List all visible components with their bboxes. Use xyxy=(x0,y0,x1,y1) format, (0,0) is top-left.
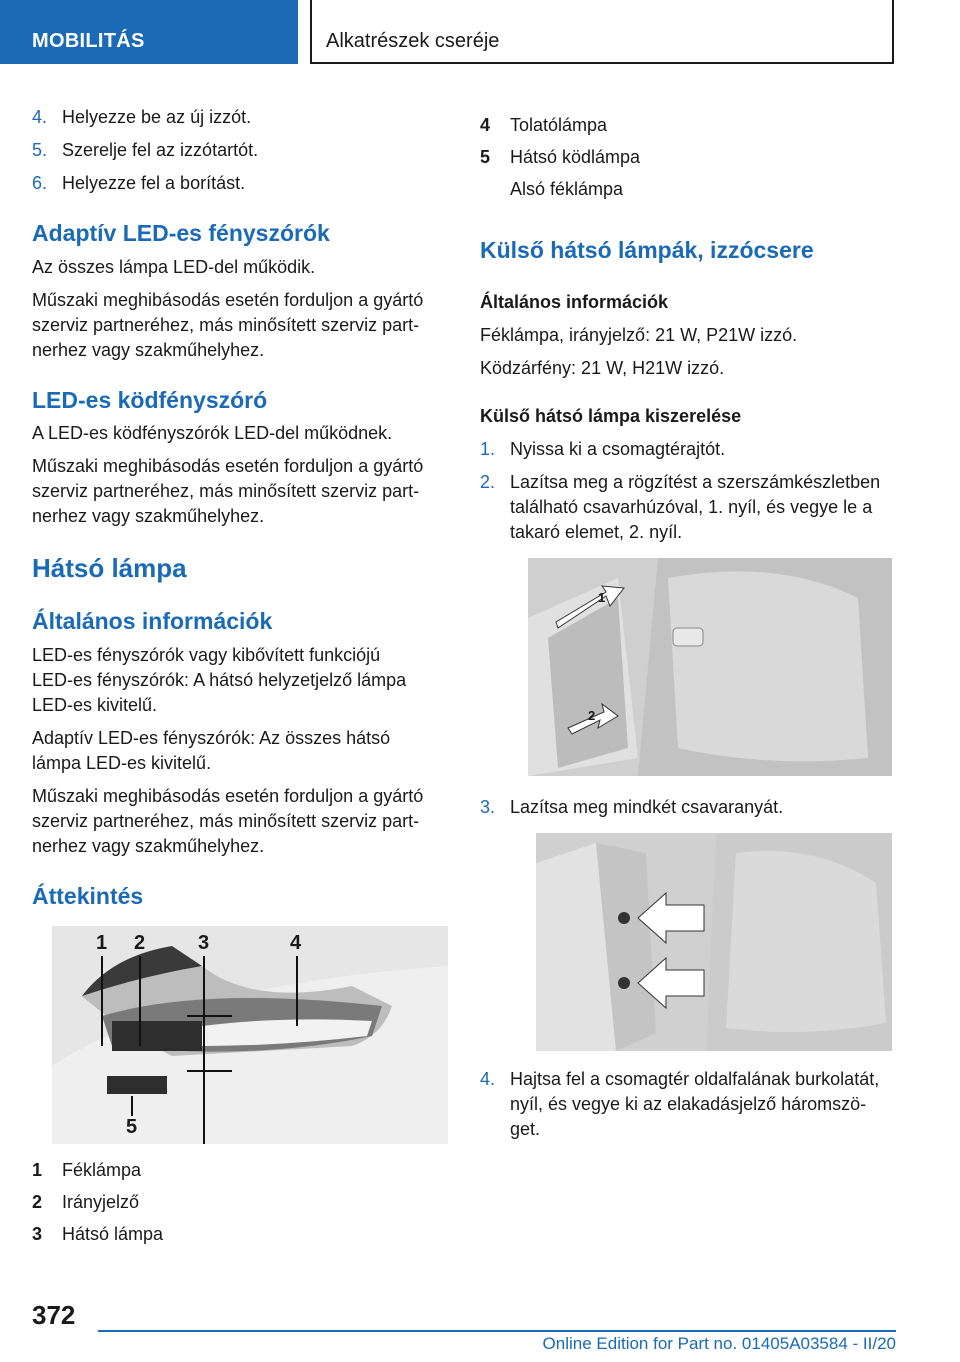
paragraph-line: Adaptív LED-es fényszórók: Az összes hátsó xyxy=(32,728,391,748)
legend-text: Tolatólámpa xyxy=(510,115,608,135)
legend-number: 1 xyxy=(32,1160,43,1180)
paragraph-line: szerviz partneréhez, más minősített szerviz part‐ xyxy=(32,315,420,335)
legend-number: 2 xyxy=(32,1192,43,1212)
section-title: MOBILITÁS xyxy=(32,30,145,52)
paragraph-line: szerviz partneréhez, más minősített szerviz part‐ xyxy=(32,811,420,831)
section-tab xyxy=(0,0,298,64)
figure-callout: 4 xyxy=(290,932,302,954)
paragraph-line: nerhez vagy szakműhelyhez. xyxy=(32,506,265,526)
step-text: Hajtsa fel a csomagtér oldalfalának burkolatát, xyxy=(510,1069,880,1089)
step-number: 5. xyxy=(32,140,48,160)
step-number: 6. xyxy=(32,173,48,193)
paragraph-line: Műszaki meghibásodás esetén forduljon a gyártó xyxy=(32,786,424,806)
section-heading: Általános információk xyxy=(32,608,273,634)
page-number: 372 xyxy=(32,1300,76,1330)
figure-callout: 1 xyxy=(96,932,108,954)
chapter-tab xyxy=(310,0,894,64)
paragraph-line: Műszaki meghibásodás esetén forduljon a gyártó xyxy=(32,456,424,476)
chapter-heading: Hátsó lámpa xyxy=(32,553,187,583)
step-text: Helyezze be az új izzót. xyxy=(62,107,252,127)
figure-callout: 2 xyxy=(134,932,146,954)
section-heading: Adaptív LED-es fényszórók xyxy=(32,220,330,246)
step-text: Nyissa ki a csomagtérajtót. xyxy=(510,439,726,459)
step-text: Helyezze fel a borítást. xyxy=(62,173,246,193)
figure-callout: 3 xyxy=(198,932,210,954)
legend-text: Hátsó lámpa xyxy=(62,1224,164,1244)
paragraph-line: nerhez vagy szakműhelyhez. xyxy=(32,340,265,360)
legend-number: 4 xyxy=(480,115,491,135)
figure-callout: 5 xyxy=(126,1116,138,1138)
tail-lamp-figure xyxy=(52,926,448,1144)
paragraph: Ködzárfény: 21 W, H21W izzó. xyxy=(480,358,725,378)
paragraph: A LED-es ködfényszórók LED-del működnek. xyxy=(32,423,393,443)
step-text: Lazítsa meg a rögzítést a szerszámkészletben xyxy=(510,472,881,492)
paragraph: Az összes lámpa LED-del működik. xyxy=(32,257,316,277)
edition-note: Online Edition for Part no. 01405A03584 - II/20 xyxy=(542,1334,896,1353)
step-text: get. xyxy=(510,1119,541,1139)
legend-text: Alsó féklámpa xyxy=(510,179,624,199)
chapter-title: Alkatrészek cseréje xyxy=(326,30,500,52)
section-heading: Külső hátsó lámpák, izzócsere xyxy=(480,237,814,263)
step-number: 2. xyxy=(480,472,496,492)
paragraph-line: szerviz partneréhez, más minősített szerviz part‐ xyxy=(32,481,420,501)
arrow-label: 2 xyxy=(588,708,596,723)
step-number: 4. xyxy=(480,1069,496,1089)
nuts-figure xyxy=(536,833,892,1051)
subheading: Külső hátsó lámpa kiszerelése xyxy=(480,406,742,426)
paragraph: Féklámpa, irányjelző: 21 W, P21W izzó. xyxy=(480,325,798,345)
step-number: 3. xyxy=(480,797,496,817)
paragraph-line: LED-es kivitelű. xyxy=(32,695,158,715)
paragraph-line: nerhez vagy szakműhelyhez. xyxy=(32,836,265,856)
subheading: Általános információk xyxy=(480,292,669,312)
step-number: 4. xyxy=(32,107,48,127)
legend-text: Féklámpa xyxy=(62,1160,142,1180)
paragraph-line: Műszaki meghibásodás esetén forduljon a gyártó xyxy=(32,290,424,310)
legend-number: 3 xyxy=(32,1224,43,1244)
legend-text: Hátsó ködlámpa xyxy=(510,147,641,167)
paragraph-line: LED-es fényszórók vagy kibővített funkciójú xyxy=(32,645,381,665)
nuts-illustration xyxy=(536,833,892,1051)
legend-text: Irányjelző xyxy=(62,1192,140,1212)
step-text: található csavarhúzóval, 1. nyíl, és vegye le a xyxy=(510,497,873,517)
footer-divider xyxy=(98,1330,896,1332)
paragraph-line: lámpa LED-es kivitelű. xyxy=(32,753,212,773)
trunk-cover-figure xyxy=(528,558,892,776)
trunk-cover-illustration xyxy=(528,558,892,776)
step-text: takaró elemet, 2. nyíl. xyxy=(510,522,683,542)
section-heading: Áttekintés xyxy=(32,883,144,909)
arrow-label: 1 xyxy=(598,590,606,605)
section-heading: LED-es ködfényszóró xyxy=(32,387,268,413)
paragraph-line: LED-es fényszórók: A hátsó helyzetjelző lámpa xyxy=(32,670,407,690)
step-number: 1. xyxy=(480,439,496,459)
step-text: nyíl, és vegye ki az elakadásjelző háromszö‐ xyxy=(510,1094,867,1114)
step-text: Szerelje fel az izzótartót. xyxy=(62,140,259,160)
step-text: Lazítsa meg mindkét csavaranyát. xyxy=(510,797,784,817)
tail-lamp-illustration xyxy=(52,926,448,1144)
legend-number: 5 xyxy=(480,147,491,167)
